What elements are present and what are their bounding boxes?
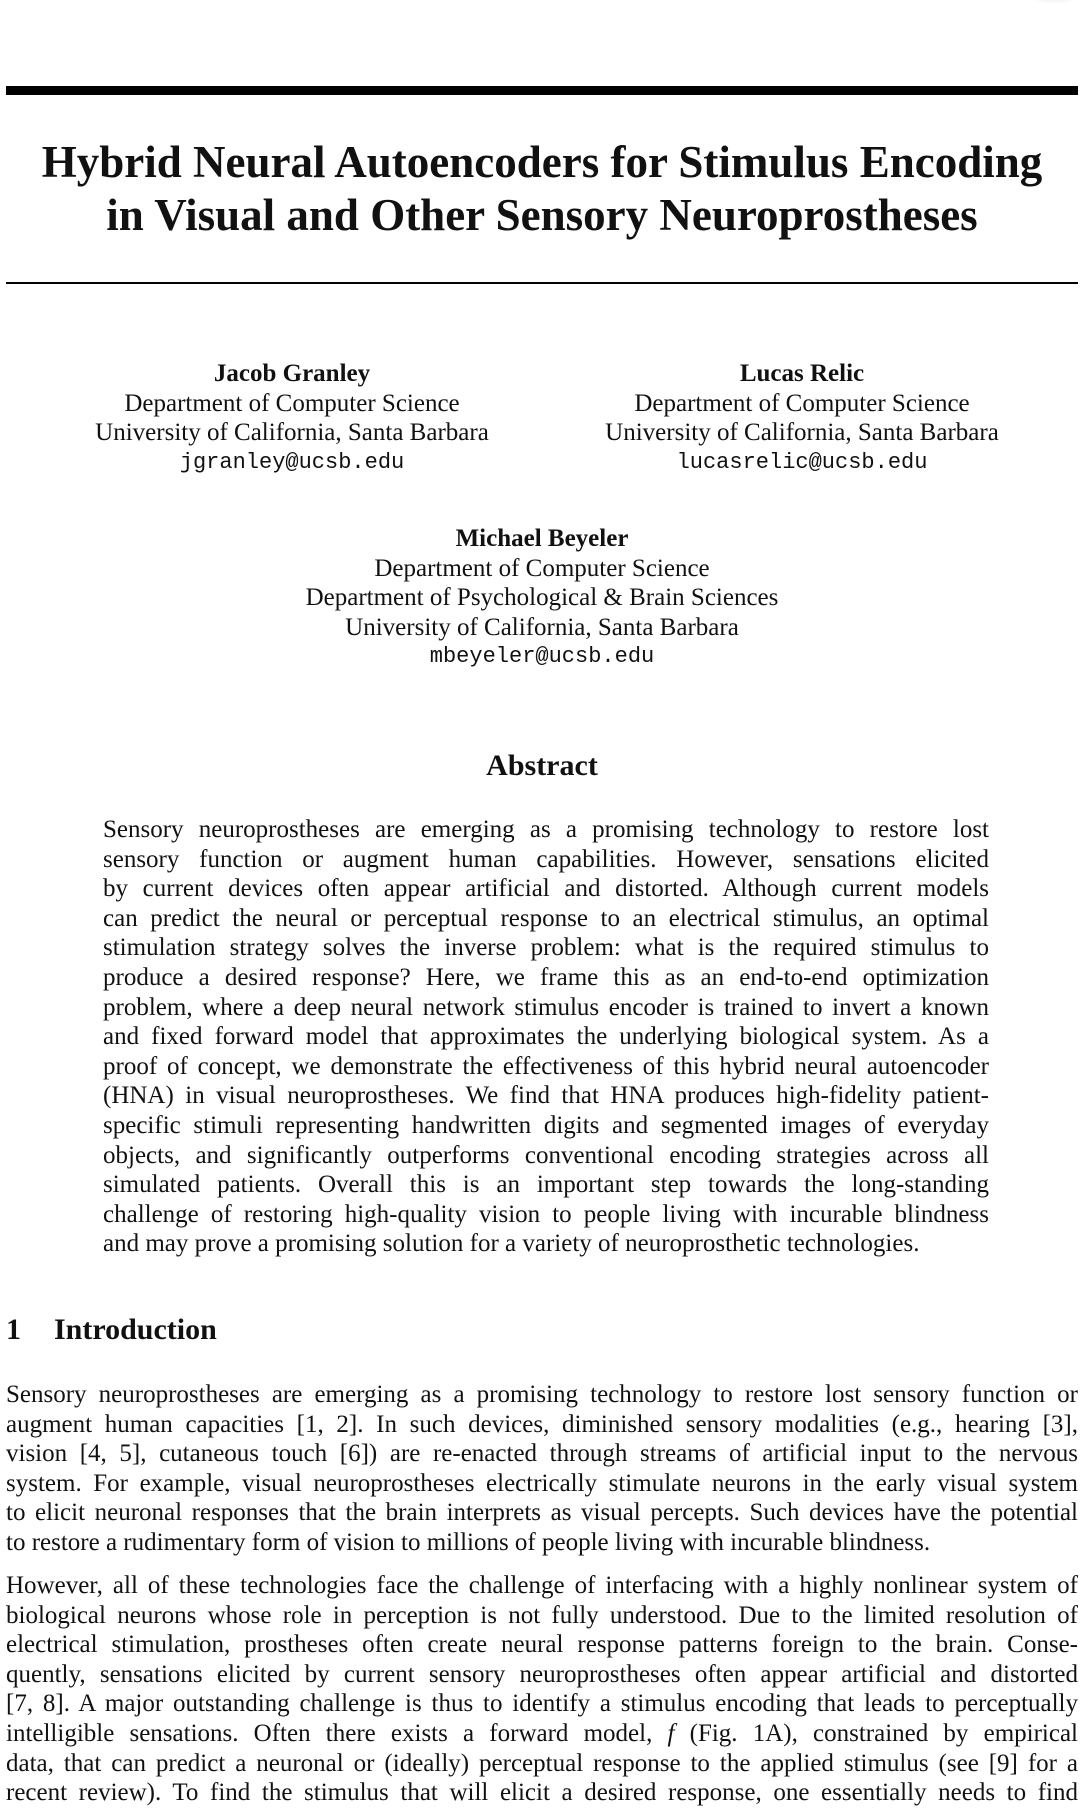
abstract-line: stimulation strategy solves the inverse problem: what is the required stimulus to xyxy=(103,934,989,962)
author-name: Michael Beyeler xyxy=(455,525,629,552)
text-run: (Fig. 1A), constrained by empirical xyxy=(674,1719,1078,1747)
paragraph-line: quently, sensations elicited by current sensory neuroprostheses often appear artificial and distorted xyxy=(6,1660,1078,1688)
author-email[interactable]: lucasrelic@ucsb.edu xyxy=(676,449,928,475)
paragraph-line: system. For example, visual neuroprostheses electrically stimulate neurons in the early visual system xyxy=(6,1469,1078,1497)
author-affiliation: University of California, Santa Barbara xyxy=(95,419,489,446)
math-symbol-f: f xyxy=(667,1719,675,1747)
intro-paragraph-1 xyxy=(6,1380,1078,1558)
paragraph-line: vision [4, 5], cutaneous touch [6]) are re-enacted through streams of artificial input to the nervous xyxy=(6,1440,1078,1468)
paragraph-line: to restore a rudimentary form of vision to millions of people living with incurable blindness. xyxy=(6,1528,931,1556)
abstract-line: and may prove a promising solution for a variety of neuroprosthetic technologies. xyxy=(103,1230,920,1258)
author-affiliation: Department of Psychological & Brain Sciences xyxy=(305,584,779,611)
abstract-line: simulated patients. Overall this is an important step towards the long-standing xyxy=(103,1171,989,1199)
abstract-line: problem, where a deep neural network stimulus encoder is trained to invert a known xyxy=(103,993,989,1021)
paragraph-line-with-math xyxy=(6,1719,1078,1749)
abstract-line: (HNA) in visual neuroprostheses. We find that HNA produces high-fidelity patient- xyxy=(103,1082,989,1110)
abstract-body xyxy=(103,815,989,1259)
intro-paragraph-2 xyxy=(6,1571,1078,1808)
abstract-line: proof of concept, we demonstrate the effectiveness of this hybrid neural autoencoder xyxy=(103,1052,989,1080)
section-heading-introduction xyxy=(6,1312,217,1348)
title-line-1: Hybrid Neural Autoencoders for Stimulus Encoding xyxy=(41,137,1043,187)
section-number: 1 xyxy=(6,1313,21,1346)
abstract-line: sensory function or augment human capabilities. However, sensations elicited xyxy=(103,845,989,873)
abstract-line: can predict the neural or perceptual response to an electrical stimulus, an optimal xyxy=(103,904,989,932)
paragraph-line: electrical stimulation, prostheses often create neural response patterns foreign to the brain. Conse- xyxy=(6,1631,1078,1659)
abstract-line: by current devices often appear artificial and distorted. Although current models xyxy=(103,875,989,903)
author-affiliation: Department of Computer Science xyxy=(374,554,710,582)
paragraph-line: data, that can predict a neuronal or (ideally) perceptual response to the applied stimulus (see [9] for a xyxy=(6,1749,1078,1777)
page-corner-shadow xyxy=(1020,0,1080,4)
paragraph-line: augment human capacities [1, 2]. In such devices, diminished sensory modalities (e.g., hearing [3], xyxy=(6,1410,1078,1438)
abstract-line: challenge of restoring high-quality vision to people living with incurable blindness xyxy=(103,1200,989,1228)
author-affiliation: Department of Computer Science xyxy=(634,389,970,417)
section-title: Introduction xyxy=(54,1313,217,1346)
abstract-line: Sensory neuroprostheses are emerging as a promising technology to restore lost xyxy=(103,816,989,843)
paragraph-line: Sensory neuroprostheses are emerging as a promising technology to restore lost sensory function or xyxy=(6,1381,1078,1408)
author-block-granley xyxy=(56,359,528,477)
author-affiliation: University of California, Santa Barbara xyxy=(605,419,999,446)
title-bottom-rule xyxy=(6,282,1078,284)
author-name: Jacob Granley xyxy=(213,360,371,387)
author-block-relic xyxy=(566,359,1038,477)
author-email[interactable]: mbeyeler@ucsb.edu xyxy=(429,644,655,669)
abstract-line: specific stimuli representing handwritten digits and segmented images of everyday xyxy=(103,1111,989,1139)
abstract-line: produce a desired response? Here, we frame this as an end-to-end optimization xyxy=(103,963,989,991)
abstract-heading: Abstract xyxy=(486,749,598,782)
author-block-beyeler xyxy=(242,524,842,672)
abstract-line: objects, and significantly outperforms conventional encoding strategies across all xyxy=(103,1141,989,1169)
paragraph-line: biological neurons whose role in perception is not fully understood. Due to the limited resolution of xyxy=(6,1601,1078,1629)
author-name: Lucas Relic xyxy=(739,360,865,387)
author-affiliation: University of California, Santa Barbara xyxy=(345,613,739,641)
paragraph-line: However, all of these technologies face the challenge of interfacing with a highly nonlinear system of xyxy=(6,1572,1078,1599)
paragraph-line: [7, 8]. A major outstanding challenge is thus to identify a stimulus encoding that leads to perceptually xyxy=(6,1690,1078,1718)
text-run: intelligible sensations. Often there exists a forward model, xyxy=(6,1719,668,1747)
author-email[interactable]: jgranley@ucsb.edu xyxy=(179,449,405,475)
abstract-line: and fixed forward model that approximates the underlying biological system. As a xyxy=(103,1023,989,1051)
title-line-2: in Visual and Other Sensory Neuroprostheses xyxy=(106,190,978,240)
paragraph-line: recent review). To find the stimulus that will elicit a desired response, one essentially needs to find xyxy=(6,1779,1078,1807)
title-top-rule xyxy=(6,86,1078,95)
author-affiliation: Department of Computer Science xyxy=(124,389,460,417)
paper-title xyxy=(6,136,1078,242)
paragraph-line: to elicit neuronal responses that the brain interprets as visual percepts. Such devices have the potential xyxy=(6,1499,1078,1527)
